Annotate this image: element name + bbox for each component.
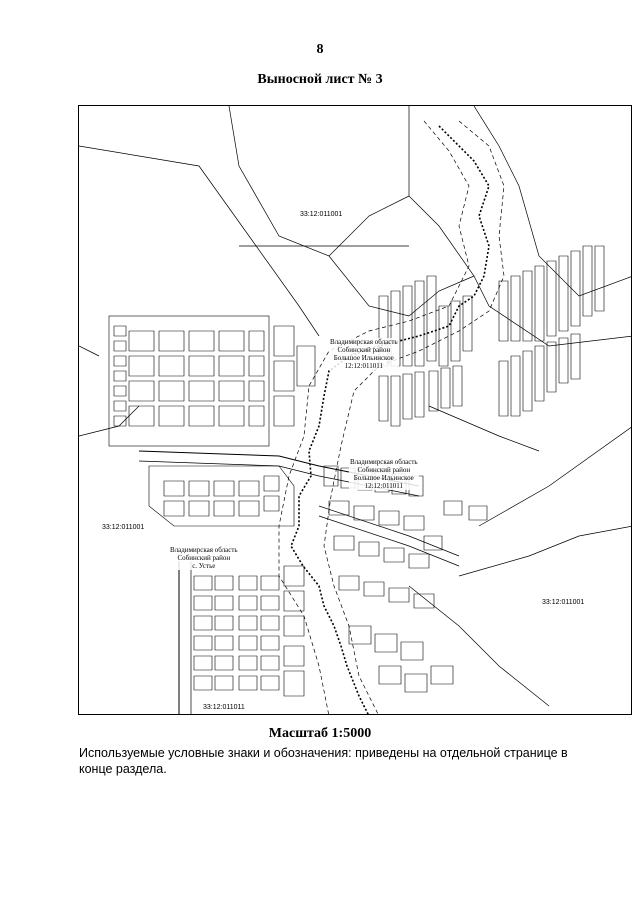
region-label-big-ilinskoe-south: Владимирская область Собинский район Большое Ильинское 12:12:011011 [350, 458, 418, 490]
map-frame [78, 105, 632, 715]
legend-note: Используемые условные знаки и обозначения: приведены на отдельной странице в конце раздела. [79, 746, 568, 776]
scale-label: Масштаб 1:5000 [268, 726, 372, 741]
sheet-title: Выносной лист № 3 [257, 72, 383, 87]
parcel-code-top: 33:12:011001 [300, 211, 343, 218]
region-label-ustye: Владимирская область Собинский район с. Устье [170, 546, 238, 570]
parcel-code-left: 33:12:011001 [102, 524, 145, 531]
page-number: 8 [316, 42, 324, 57]
cadastral-map [79, 106, 632, 715]
parcel-code-right: 33:12:011001 [542, 599, 585, 606]
parcel-code-bottom: 33:12:011011 [203, 704, 245, 711]
region-label-big-ilinskoe-north: Владимирская область Собинский район Большое Ильинское 12:12:011011 [330, 338, 398, 370]
